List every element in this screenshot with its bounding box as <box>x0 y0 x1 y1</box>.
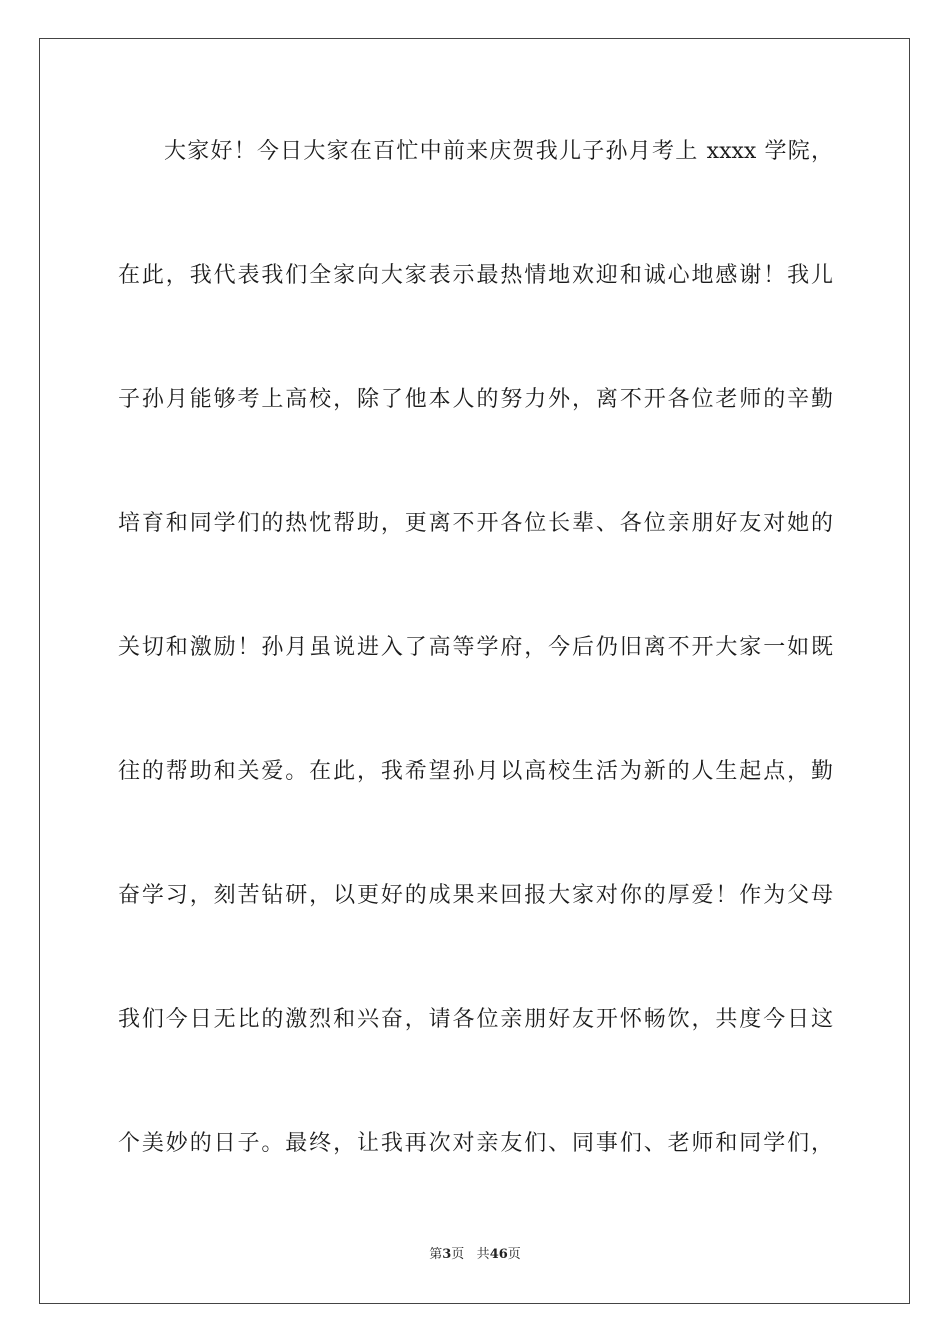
body-text-line-1: 大家好！今日大家在百忙中前来庆贺我儿子孙月考上 xxxx 学院， <box>164 139 833 164</box>
page-footer <box>0 1246 950 1264</box>
body-text-line-2: 在此，我代表我们全家向大家表示最热情地欢迎和诚心地感谢！我儿 <box>118 263 833 288</box>
body-text-line-5: 关切和激励！孙月虽说进入了高等学府，今后仍旧离不开大家一如既 <box>118 635 833 660</box>
page-prefix: 第 <box>429 1247 443 1262</box>
body-text-line-6: 往的帮助和关爱。在此，我希望孙月以高校生活为新的人生起点，勤 <box>118 759 833 784</box>
body-text-line-9: 个美妙的日子。最终，让我再次对亲友们、同事们、老师和同学们， <box>118 1131 833 1156</box>
body-text-line-3: 子孙月能够考上高校，除了他本人的努力外，离不开各位老师的辛勤 <box>118 387 833 412</box>
total-pages: 46 <box>489 1247 508 1262</box>
page-number: 3 <box>442 1247 452 1262</box>
body-text-line-4: 培育和同学们的热忱帮助，更离不开各位长辈、各位亲朋好友对她的 <box>118 511 833 536</box>
body-text-line-8: 我们今日无比的激烈和兴奋，请各位亲朋好友开怀畅饮，共度今日这 <box>118 1007 833 1032</box>
page-border <box>39 38 910 1304</box>
page-suffix: 页 <box>451 1247 465 1262</box>
body-text-line-7: 奋学习，刻苦钻研，以更好的成果来回报大家对你的厚爱！作为父母 <box>118 883 833 908</box>
total-suffix: 页 <box>507 1247 521 1262</box>
total-prefix: 共 <box>476 1247 490 1262</box>
